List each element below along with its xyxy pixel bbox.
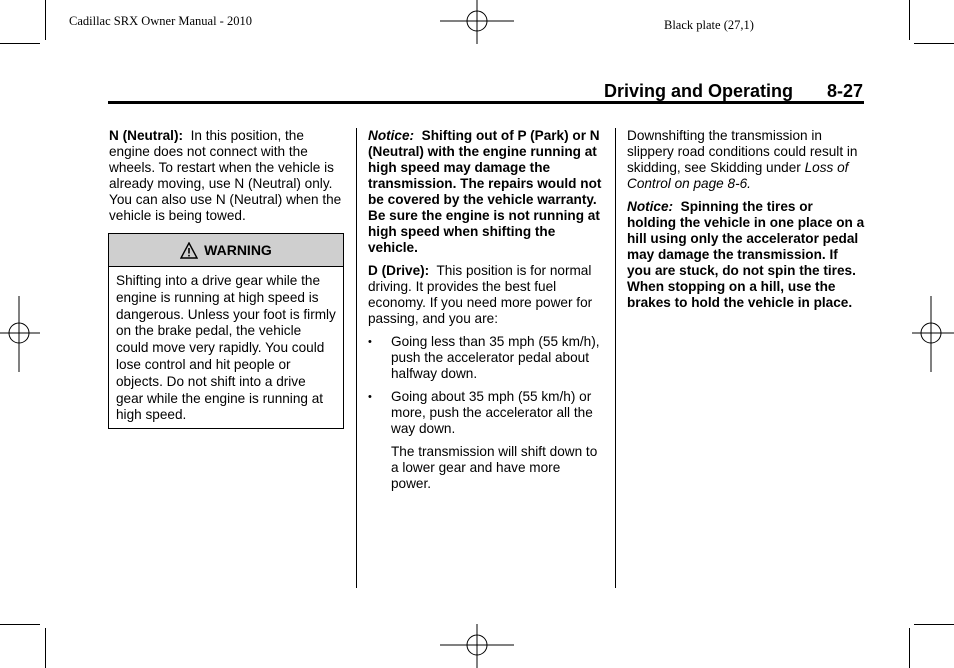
registration-mark-top <box>440 0 514 44</box>
bullet-item <box>368 334 604 382</box>
downshift-reference: Loss of Control on page 8-6. <box>627 160 849 191</box>
registration-mark-right <box>912 296 954 372</box>
notice-label: Notice: <box>368 128 415 143</box>
manual-title: Cadillac SRX Owner Manual - 2010 <box>69 14 252 28</box>
column-2 <box>368 128 604 499</box>
crop-mark <box>914 43 954 44</box>
bullet-dot: • <box>368 391 372 403</box>
after-bullets-text: The transmission will shift down to a lower gear and have more power. <box>391 444 598 491</box>
neutral-paragraph <box>109 128 343 224</box>
notice-text: Spinning the tires or holding the vehicle in one place on a hill using only the accelerator pedal may damage the transmission. If you are stuck, do not spin the tires. When stopping on a hill, use the brakes to hold the vehicle in place. <box>627 199 865 310</box>
column-3 <box>627 128 865 318</box>
notice-paragraph <box>368 128 604 256</box>
drive-term: D (Drive): <box>368 263 430 278</box>
header-rule <box>108 101 864 104</box>
crop-mark <box>45 628 46 668</box>
drive-text: This position is for normal driving. It provides the best fuel economy. If you need more power for passing, and you are: <box>368 263 593 326</box>
notice-paragraph <box>627 199 865 311</box>
section-title: Driving and Operating <box>604 81 794 101</box>
warning-header <box>109 234 343 267</box>
registration-mark-left <box>0 296 40 372</box>
crop-mark <box>0 624 40 625</box>
warning-box <box>108 233 344 429</box>
neutral-term: N (Neutral): <box>109 128 184 143</box>
column-1 <box>109 128 343 231</box>
downshift-paragraph <box>627 128 865 192</box>
warning-text: Shifting into a drive gear while the engine is running at high speed is dangerous. Unless your foot is firmly on the brake pedal, the vehicle could move very rapidly. You could lose control and hit people or objects. Do not shift into a drive gear while the engine is running at high speed. <box>116 273 336 423</box>
neutral-text: In this position, the engine does not connect with the wheels. To restart when the vehicle is already moving, use N (Neutral) only. You can also use N (Neutral) when the vehicle is being towed. <box>109 128 342 223</box>
drive-paragraph <box>368 263 604 327</box>
bullet-text: Going about 35 mph (55 km/h) or more, push the accelerator all the way down. <box>391 389 593 436</box>
bullet-text: Going less than 35 mph (55 km/h), push the accelerator pedal about halfway down. <box>391 334 600 381</box>
bullet-item <box>368 389 604 437</box>
notice-text: Shifting out of P (Park) or N (Neutral) with the engine running at high speed may damage the transmission. The repairs would not be covered by the vehicle warranty. Be sure the engine is not running at high speed when shifting the vehicle. <box>368 128 602 255</box>
bullet-dot: • <box>368 336 372 348</box>
crop-mark <box>914 624 954 625</box>
warning-triangle-icon <box>180 242 198 259</box>
plate-label: Black plate (27,1) <box>664 18 754 32</box>
downshift-text: Downshifting the transmission in slippery road conditions could result in skidding, see Skidding under <box>627 128 858 175</box>
registration-mark-bottom <box>440 624 514 668</box>
crop-mark <box>45 0 46 40</box>
column-divider <box>615 128 616 588</box>
notice-label: Notice: <box>627 199 674 214</box>
crop-mark <box>909 628 910 668</box>
section-header <box>604 81 864 102</box>
crop-mark <box>909 0 910 40</box>
warning-label: WARNING <box>204 242 272 258</box>
page-number: 8-27 <box>827 81 864 101</box>
crop-mark <box>0 43 40 44</box>
column-divider <box>356 128 357 588</box>
